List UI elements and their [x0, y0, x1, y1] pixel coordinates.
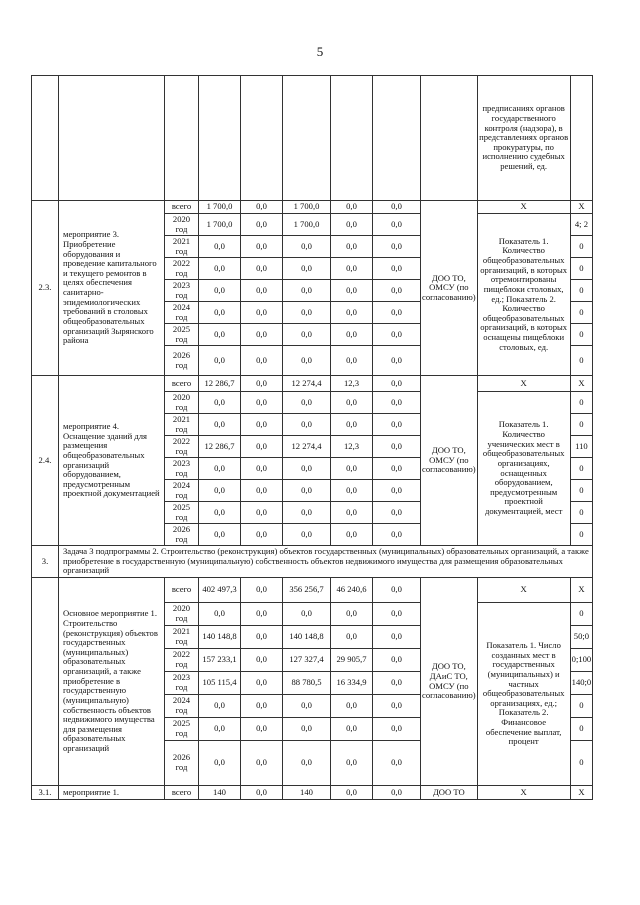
target-value-cell: 110 [570, 436, 593, 458]
amount-cell: 0,0 [199, 236, 241, 258]
page-number: 5 [316, 44, 324, 59]
amount-cell: 356 256,7 [283, 578, 331, 603]
amount-cell: 0,0 [199, 741, 241, 786]
target-value-cell: 140;0 [570, 672, 593, 695]
amount-cell: 0,0 [283, 603, 331, 626]
indicator-cell: Показатель 1. Количество ученических мест в общеобразовательных организациях, оснащенных оборудованием, предусмотренным проектной документацией, мест [477, 392, 570, 546]
year-cell: 2024 год [165, 695, 199, 718]
target-value-cell: 0 [570, 392, 593, 414]
continuation-row [32, 76, 593, 201]
target-value-cell: 0;100 [570, 649, 593, 672]
amount-cell: 0,0 [373, 376, 421, 392]
amount-cell: 0,0 [199, 502, 241, 524]
year-cell: 2023 год [165, 672, 199, 695]
year-cell: 2021 год [165, 236, 199, 258]
indicator-cell: Показатель 1. Число созданных мест в государственных (муниципальных) и частных общеобразовательных организациях, ед.; Показатель 2. Финансовое обеспечение выплат, процент [477, 603, 570, 786]
amount-cell: 0,0 [241, 603, 283, 626]
amount-cell: 0,0 [331, 214, 373, 236]
amount-cell: 0,0 [373, 649, 421, 672]
year-cell: 2025 год [165, 718, 199, 741]
amount-cell: 0,0 [331, 626, 373, 649]
target-value-cell: 50;0 [570, 626, 593, 649]
amount-cell: 0,0 [241, 346, 283, 376]
amount-cell: 140 [283, 786, 331, 800]
target-value-cell: 0 [570, 414, 593, 436]
amount-cell: 0,0 [241, 376, 283, 392]
amount-cell: 12,3 [331, 376, 373, 392]
amount-cell: 0,0 [331, 258, 373, 280]
amount-cell: 0,0 [199, 258, 241, 280]
target-value-cell: X [570, 201, 593, 214]
target-value-cell: X [570, 786, 593, 800]
amount-cell: 0,0 [283, 346, 331, 376]
amount-cell: 0,0 [373, 214, 421, 236]
target-value-cell: 4; 2 [570, 214, 593, 236]
amount-cell: 0,0 [199, 280, 241, 302]
amount-cell: 0,0 [199, 718, 241, 741]
amount-cell: 0,0 [199, 414, 241, 436]
amount-cell: 402 497,3 [199, 578, 241, 603]
year-cell: 2021 год [165, 626, 199, 649]
indicator-cell: X [477, 376, 570, 392]
amount-cell: 0,0 [241, 649, 283, 672]
year-cell: 2024 год [165, 302, 199, 324]
year-cell: 2026 год [165, 524, 199, 546]
amount-cell: 105 115,4 [199, 672, 241, 695]
amount-cell: 0,0 [331, 718, 373, 741]
amount-cell: 1 700,0 [283, 214, 331, 236]
target-value-cell: 0 [570, 524, 593, 546]
row-number [32, 578, 59, 786]
year-cell: 2024 год [165, 480, 199, 502]
event-name: мероприятие 4. Оснащение зданий для размещения общеобразовательных организаций оборудованием, предусмотренным проектной документацией [59, 376, 165, 546]
amount-cell: 0,0 [283, 324, 331, 346]
target-value-cell: 0 [570, 695, 593, 718]
amount-cell: 0,0 [241, 458, 283, 480]
executor-cell: ДОО ТО, ДАиС ТО, ОМСУ (по согласованию) [421, 578, 478, 786]
amount-cell: 1 700,0 [283, 201, 331, 214]
amount-cell: 0,0 [241, 786, 283, 800]
target-value-cell: 0 [570, 718, 593, 741]
target-value-cell: 0 [570, 324, 593, 346]
amount-cell: 0,0 [241, 280, 283, 302]
year-cell: 2026 год [165, 741, 199, 786]
amount-cell: 0,0 [373, 626, 421, 649]
amount-cell: 0,0 [283, 280, 331, 302]
year-cell: 2026 год [165, 346, 199, 376]
amount-cell: 0,0 [241, 718, 283, 741]
amount-cell: 0,0 [199, 346, 241, 376]
amount-cell: 0,0 [241, 302, 283, 324]
amount-cell: 140 148,8 [199, 626, 241, 649]
amount-cell: 0,0 [241, 695, 283, 718]
amount-cell: 0,0 [373, 480, 421, 502]
table-row [32, 376, 593, 392]
year-cell: 2023 год [165, 280, 199, 302]
amount-cell: 0,0 [373, 414, 421, 436]
target-value-cell: 0 [570, 741, 593, 786]
amount-cell: 0,0 [373, 236, 421, 258]
target-value-cell: X [570, 376, 593, 392]
target-value-cell: 0 [570, 458, 593, 480]
row-number: 2.3. [32, 201, 59, 376]
target-value-cell: 0 [570, 603, 593, 626]
amount-cell: 0,0 [199, 302, 241, 324]
target-value-cell: 0 [570, 346, 593, 376]
amount-cell: 0,0 [241, 236, 283, 258]
amount-cell: 0,0 [241, 480, 283, 502]
year-cell: всего [165, 201, 199, 214]
event-name: Основное мероприятие 1. Строительство (реконструкция) объектов государственных (муниципальных) образовательных организаций, а также приобретение в государственную (муниципальную) собственность объектов недвижимого имущества для размещения образовательных организаций [59, 578, 165, 786]
amount-cell: 0,0 [283, 258, 331, 280]
amount-cell: 0,0 [373, 201, 421, 214]
amount-cell: 12 286,7 [199, 376, 241, 392]
amount-cell: 0,0 [283, 302, 331, 324]
year-cell: 2023 год [165, 458, 199, 480]
amount-cell: 0,0 [241, 201, 283, 214]
year-cell: 2025 год [165, 502, 199, 524]
amount-cell: 0,0 [373, 695, 421, 718]
indicator-cell: Показатель 1. Количество общеобразовательных организаций, в которых отремонтированы пищеблоки столовых, ед.; Показатель 2. Количество общеобразовательных организаций, в которых оснащены пищеблоки столовых, ед. [477, 214, 570, 376]
amount-cell: 0,0 [241, 502, 283, 524]
table-row [32, 578, 593, 603]
amount-cell: 0,0 [283, 502, 331, 524]
target-value-cell: 0 [570, 480, 593, 502]
amount-cell: 0,0 [241, 741, 283, 786]
indicator-cell: предписаниях органов государственного контроля (надзора), в представлениях органов прокуратуры, по исполнению судебных решений, ед. [477, 76, 570, 201]
year-cell: 2020 год [165, 603, 199, 626]
amount-cell: 0,0 [241, 524, 283, 546]
amount-cell: 29 905,7 [331, 649, 373, 672]
amount-cell: 0,0 [373, 718, 421, 741]
target-value-cell: 0 [570, 280, 593, 302]
executor-cell: ДОО ТО, ОМСУ (по согласованию) [421, 376, 478, 546]
amount-cell: 0,0 [373, 258, 421, 280]
amount-cell: 0,0 [331, 524, 373, 546]
executor-cell: ДОО ТО [421, 786, 478, 800]
amount-cell: 0,0 [331, 480, 373, 502]
amount-cell: 0,0 [199, 458, 241, 480]
amount-cell: 140 148,8 [283, 626, 331, 649]
amount-cell: 0,0 [241, 626, 283, 649]
amount-cell: 12,3 [331, 436, 373, 458]
amount-cell: 0,0 [199, 480, 241, 502]
year-cell: 2022 год [165, 649, 199, 672]
target-value-cell: 0 [570, 302, 593, 324]
amount-cell: 88 780,5 [283, 672, 331, 695]
amount-cell: 0,0 [283, 392, 331, 414]
amount-cell: 140 [199, 786, 241, 800]
amount-cell: 0,0 [373, 603, 421, 626]
year-cell: 2025 год [165, 324, 199, 346]
amount-cell: 0,0 [331, 236, 373, 258]
amount-cell: 0,0 [373, 302, 421, 324]
amount-cell: 0,0 [373, 346, 421, 376]
amount-cell: 12 286,7 [199, 436, 241, 458]
amount-cell: 0,0 [373, 502, 421, 524]
amount-cell: 0,0 [331, 414, 373, 436]
amount-cell: 0,0 [331, 280, 373, 302]
task-row [32, 546, 593, 578]
table-row [32, 201, 593, 214]
indicator-cell: X [477, 578, 570, 603]
year-cell: 2020 год [165, 214, 199, 236]
amount-cell: 0,0 [373, 524, 421, 546]
amount-cell: 0,0 [241, 436, 283, 458]
amount-cell: 12 274,4 [283, 376, 331, 392]
amount-cell: 0,0 [241, 324, 283, 346]
amount-cell: 0,0 [373, 786, 421, 800]
amount-cell: 0,0 [283, 718, 331, 741]
amount-cell: 0,0 [331, 324, 373, 346]
amount-cell: 0,0 [373, 458, 421, 480]
target-value-cell: 0 [570, 502, 593, 524]
amount-cell: 1 700,0 [199, 214, 241, 236]
amount-cell: 0,0 [199, 324, 241, 346]
indicator-cell: X [477, 201, 570, 214]
year-cell: 2022 год [165, 258, 199, 280]
year-cell: всего [165, 578, 199, 603]
amount-cell: 1 700,0 [199, 201, 241, 214]
amount-cell: 0,0 [199, 603, 241, 626]
amount-cell: 0,0 [331, 302, 373, 324]
amount-cell: 157 233,1 [199, 649, 241, 672]
amount-cell: 12 274,4 [283, 436, 331, 458]
amount-cell: 0,0 [331, 458, 373, 480]
amount-cell: 0,0 [373, 324, 421, 346]
amount-cell: 0,0 [331, 201, 373, 214]
amount-cell: 0,0 [241, 258, 283, 280]
year-cell: 2021 год [165, 414, 199, 436]
amount-cell: 127 327,4 [283, 649, 331, 672]
amount-cell: 0,0 [241, 578, 283, 603]
amount-cell: 0,0 [373, 741, 421, 786]
target-value-cell: X [570, 578, 593, 603]
amount-cell: 0,0 [331, 695, 373, 718]
program-activities-table [31, 75, 593, 800]
row-number: 3.1. [32, 786, 59, 800]
amount-cell: 0,0 [373, 392, 421, 414]
amount-cell: 0,0 [283, 741, 331, 786]
amount-cell: 0,0 [199, 392, 241, 414]
task-text: Задача 3 подпрограммы 2. Строительство (реконструкция) объектов государственных (муниципальных) образовательных организаций, а также приобретение в государственную (муниципальную) собственность объектов недвижимого имущества для размещения образовательных организаций [59, 546, 593, 578]
amount-cell: 0,0 [241, 672, 283, 695]
amount-cell: 0,0 [373, 280, 421, 302]
table-row [32, 786, 593, 800]
target-value-cell: 0 [570, 236, 593, 258]
amount-cell: 0,0 [283, 236, 331, 258]
amount-cell: 0,0 [373, 672, 421, 695]
amount-cell: 0,0 [199, 695, 241, 718]
amount-cell: 0,0 [283, 480, 331, 502]
year-cell: всего [165, 376, 199, 392]
year-cell: 2020 год [165, 392, 199, 414]
amount-cell: 0,0 [283, 524, 331, 546]
event-name: мероприятие 3. Приобретение оборудования и проведение капитального и текущего ремонтов в целях обеспечения санитарно-эпидемиологических требований в столовых общеобразовательных организаций Зырянского района [59, 201, 165, 376]
amount-cell: 0,0 [241, 414, 283, 436]
amount-cell: 0,0 [373, 578, 421, 603]
amount-cell: 0,0 [331, 392, 373, 414]
target-value-cell: 0 [570, 258, 593, 280]
amount-cell: 0,0 [241, 392, 283, 414]
year-cell: всего [165, 786, 199, 800]
amount-cell: 0,0 [373, 436, 421, 458]
amount-cell: 0,0 [331, 346, 373, 376]
amount-cell: 0,0 [331, 741, 373, 786]
year-cell: 2022 год [165, 436, 199, 458]
amount-cell: 0,0 [283, 414, 331, 436]
amount-cell: 16 334,9 [331, 672, 373, 695]
amount-cell: 0,0 [241, 214, 283, 236]
amount-cell: 46 240,6 [331, 578, 373, 603]
amount-cell: 0,0 [283, 695, 331, 718]
amount-cell: 0,0 [331, 603, 373, 626]
amount-cell: 0,0 [283, 458, 331, 480]
event-name: мероприятие 1. [59, 786, 165, 800]
executor-cell: ДОО ТО, ОМСУ (по согласованию) [421, 201, 478, 376]
amount-cell: 0,0 [331, 502, 373, 524]
amount-cell: 0,0 [331, 786, 373, 800]
amount-cell: 0,0 [199, 524, 241, 546]
task-number: 3. [32, 546, 59, 578]
indicator-cell: X [477, 786, 570, 800]
row-number: 2.4. [32, 376, 59, 546]
